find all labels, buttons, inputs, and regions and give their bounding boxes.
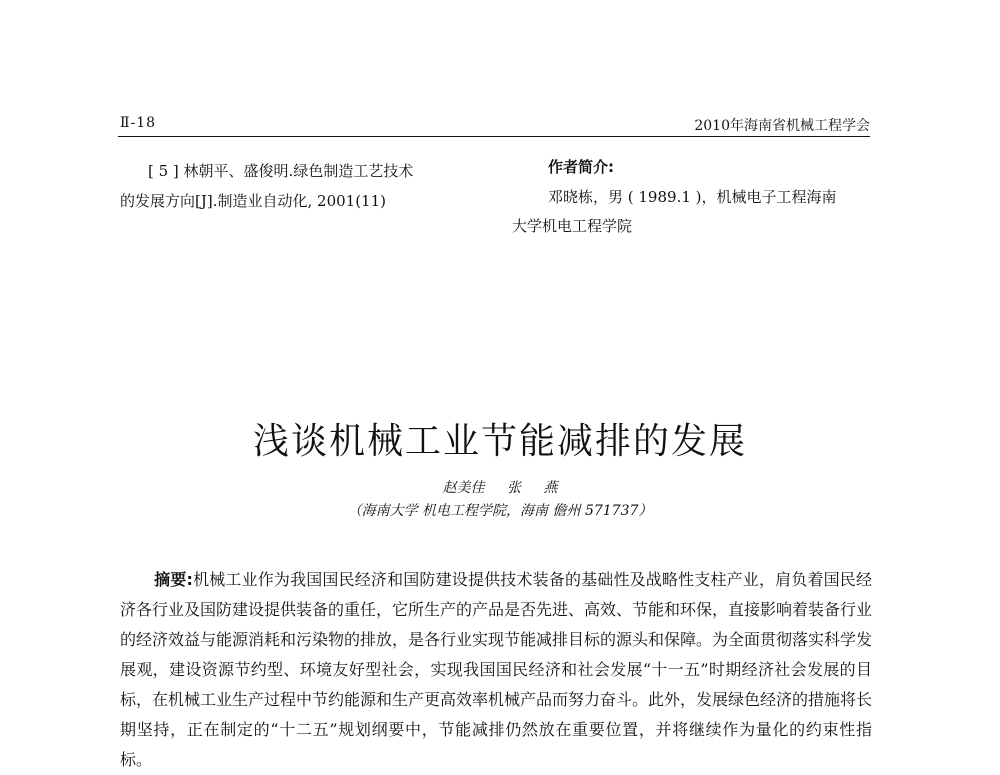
running-header-conference: 2010年海南省机械工程学会 (694, 118, 870, 134)
abstract-paragraph (120, 565, 872, 775)
author-bio-heading: 作者简介: (548, 158, 614, 176)
abstract-text: 机械工业作为我国国民经济和国防建设提供技术装备的基础性及战略性支柱产业，肩负着国民经济各行业及国防建设提供装备的重任，它所生产的产品是否先进、高效、节能和环保，直接影响着装备行业的经济效益与能源消耗和污染物的排放，是各行业实现节能减排目标的源头和保障。为全面贯彻落实科学发展观，建设资源节约型、环境友好型社会，实现我国国民经济和社会发展“十一五”时期经济社会发展的目标，在机械工业生产过程中节约能源和生产更高效率机械产品而努力奋斗。此外，发展绿色经济的措施将长期坚持，正在制定的“十二五”规划纲要中，节能减排仍然放在重要位置，并将继续作为量化的约束性指标。 (120, 570, 873, 769)
author-bio-line-1: 邓晓栋，男 ( 1989.1 )，机械电子工程海南 (548, 188, 837, 206)
article-affiliation: （海南大学 机电工程学院，海南 儋州 571737） (347, 503, 653, 519)
page-number: Ⅱ-18 (120, 115, 157, 131)
article-title: 浅谈机械工业节能减排的发展 (252, 421, 747, 462)
reference-line-2: 的发展方向[J].制造业自动化, 2001(11) (120, 192, 386, 210)
reference-entry (120, 156, 475, 216)
reference-line-1: [ 5 ] 林朝平、盛俊明.绿色制造工艺技术 (148, 162, 414, 180)
abstract-label: 摘要: (154, 570, 193, 589)
header-rule (118, 136, 870, 137)
article-authors: 赵美佳 张 燕 (442, 480, 558, 496)
author-bio-line-2: 大学机电工程学院 (512, 217, 633, 235)
